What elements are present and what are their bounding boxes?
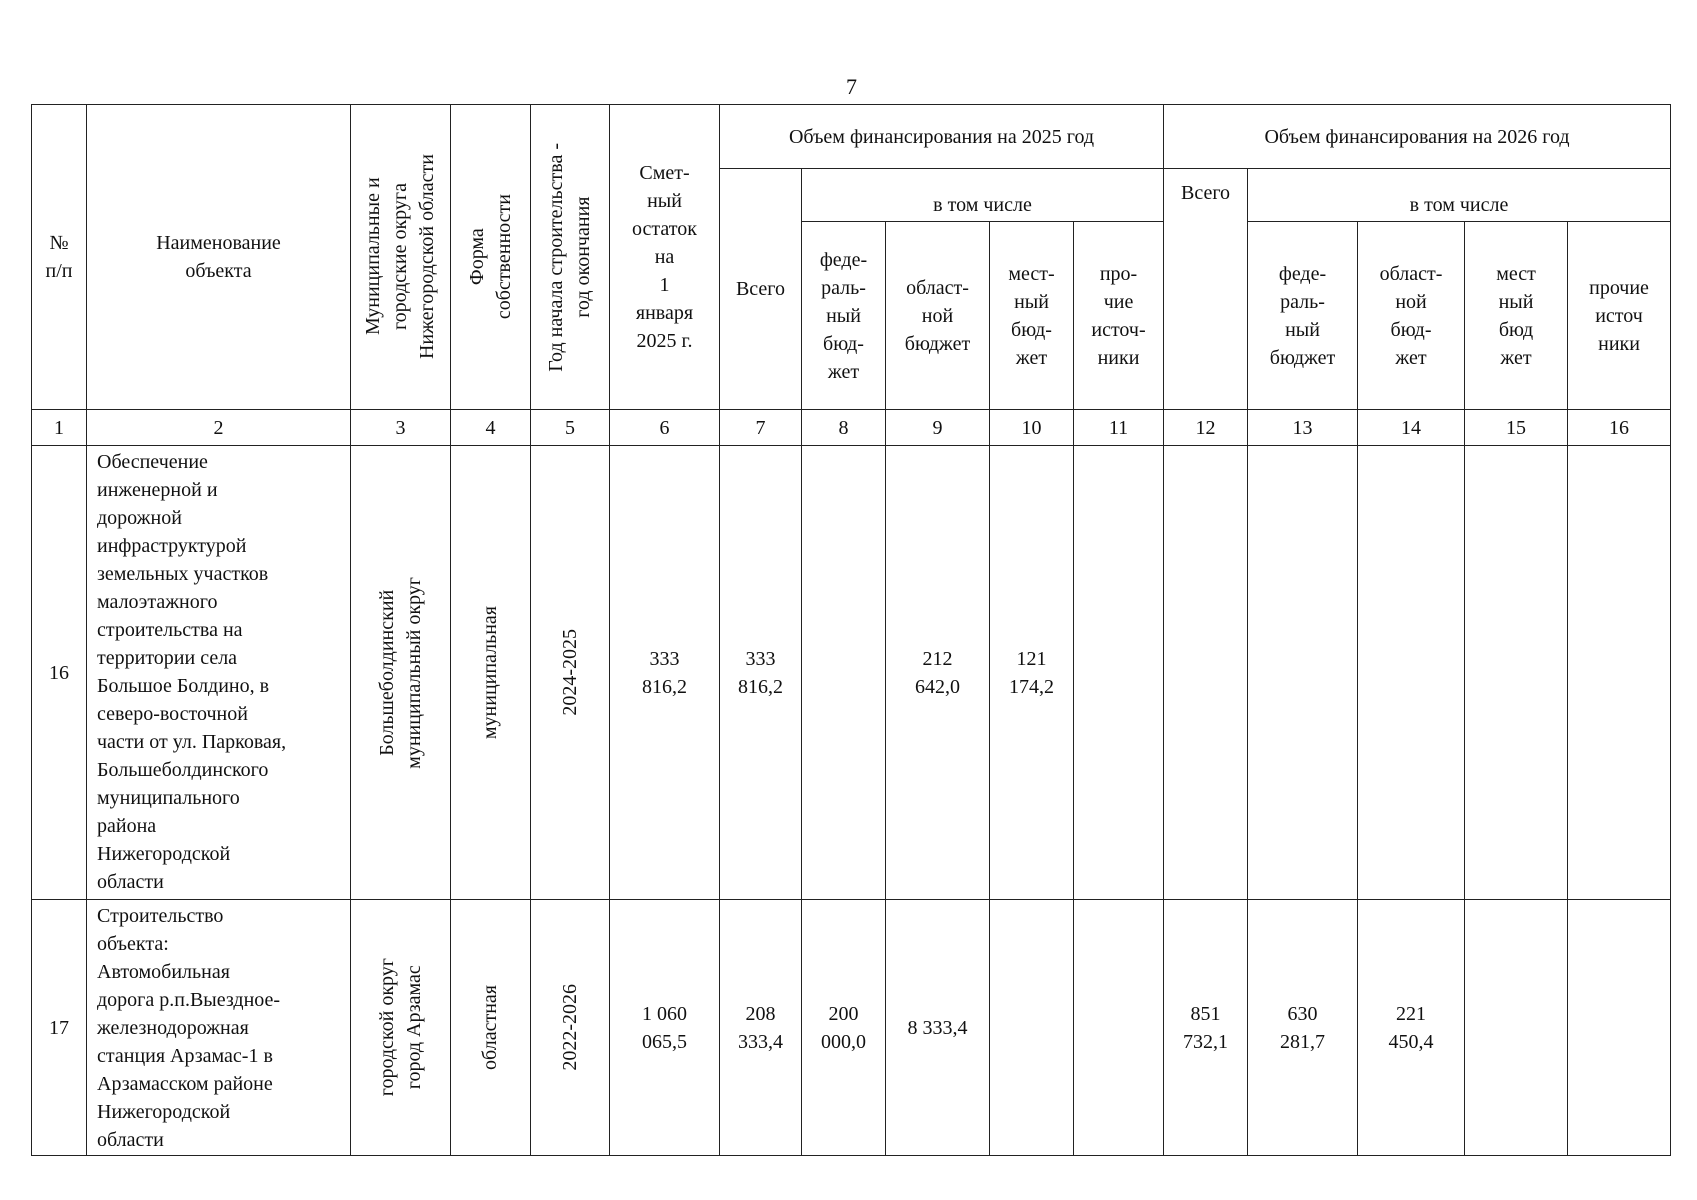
column-number: 4 bbox=[451, 410, 531, 446]
header-financing-2026: Объем финансирования на 2026 год bbox=[1164, 105, 1671, 169]
header-regional-2026: област- ной бюд- жет bbox=[1358, 222, 1465, 410]
financing-table bbox=[31, 104, 1671, 1156]
local-2025: 121 174,2 bbox=[990, 446, 1074, 900]
header-financing-2025: Объем финансирования на 2025 год bbox=[720, 105, 1164, 169]
total-2026 bbox=[1164, 446, 1248, 900]
column-number: 8 bbox=[802, 410, 886, 446]
column-number: 9 bbox=[886, 410, 990, 446]
column-number: 13 bbox=[1248, 410, 1358, 446]
row-num: 16 bbox=[32, 446, 87, 900]
column-number: 2 bbox=[87, 410, 351, 446]
column-number: 12 bbox=[1164, 410, 1248, 446]
remainder: 333 816,2 bbox=[610, 446, 720, 900]
federal-2025 bbox=[802, 446, 886, 900]
federal-2026: 630 281,7 bbox=[1248, 900, 1358, 1156]
column-numbers-row bbox=[32, 410, 1671, 446]
header-remainder: Смет- ный остаток на 1 января 2025 г. bbox=[610, 105, 720, 410]
header-other-2025: про- чие источ- ники bbox=[1074, 222, 1164, 410]
local-2026 bbox=[1465, 446, 1568, 900]
total-2026: 851 732,1 bbox=[1164, 900, 1248, 1156]
column-number: 7 bbox=[720, 410, 802, 446]
header-num: № п/п bbox=[32, 105, 87, 410]
object-name: Строительство объекта: Автомобильная дорога р.п.Выездное- железнодорожная станция Арзамас-1 в Арзамасском районе Нижегородской области bbox=[87, 900, 351, 1156]
other-2025 bbox=[1074, 900, 1164, 1156]
municipality: городской округ город Арзамас bbox=[351, 900, 451, 1156]
other-2026 bbox=[1568, 900, 1671, 1156]
column-number: 1 bbox=[32, 410, 87, 446]
header-including-2025: в том числе bbox=[802, 169, 1164, 222]
header-local-2025: мест- ный бюд- жет bbox=[990, 222, 1074, 410]
table-row bbox=[32, 900, 1671, 1156]
years: 2022-2026 bbox=[531, 900, 610, 1156]
column-number: 14 bbox=[1358, 410, 1465, 446]
regional-2026 bbox=[1358, 446, 1465, 900]
years: 2024-2025 bbox=[531, 446, 610, 900]
header-object-name: Наименование объекта bbox=[87, 105, 351, 410]
federal-2026 bbox=[1248, 446, 1358, 900]
municipality: Большеболдинский муниципальный округ bbox=[351, 446, 451, 900]
header-federal-2026: феде- раль- ный бюджет bbox=[1248, 222, 1358, 410]
regional-2025: 212 642,0 bbox=[886, 446, 990, 900]
header-municipality: Муниципальные и городские округа Нижегородской области bbox=[351, 105, 451, 410]
header-local-2026: мест ный бюд жет bbox=[1465, 222, 1568, 410]
column-number: 15 bbox=[1465, 410, 1568, 446]
column-number: 11 bbox=[1074, 410, 1164, 446]
page-number: 7 bbox=[846, 74, 857, 99]
header-total-2026: Всего bbox=[1164, 169, 1248, 410]
column-number: 16 bbox=[1568, 410, 1671, 446]
other-2026 bbox=[1568, 446, 1671, 900]
ownership: областная bbox=[451, 900, 531, 1156]
column-number: 3 bbox=[351, 410, 451, 446]
other-2025 bbox=[1074, 446, 1164, 900]
header-federal-2025: феде- раль- ный бюд- жет bbox=[802, 222, 886, 410]
total-2025: 333 816,2 bbox=[720, 446, 802, 900]
header-other-2026: прочие источ ники bbox=[1568, 222, 1671, 410]
header-years: Год начала строительства - год окончания bbox=[531, 105, 610, 410]
header-ownership: Форма собственности bbox=[451, 105, 531, 410]
column-number: 10 bbox=[990, 410, 1074, 446]
header-total-2025: Всего bbox=[720, 169, 802, 410]
header-including-2026: в том числе bbox=[1248, 169, 1671, 222]
regional-2025: 8 333,4 bbox=[886, 900, 990, 1156]
remainder: 1 060 065,5 bbox=[610, 900, 720, 1156]
ownership: муниципальная bbox=[451, 446, 531, 900]
total-2025: 208 333,4 bbox=[720, 900, 802, 1156]
regional-2026: 221 450,4 bbox=[1358, 900, 1465, 1156]
object-name: Обеспечение инженерной и дорожной инфраструктурой земельных участков малоэтажного строительства на территории села Большое Болдино, в северо-восточной части от ул. Парковая, Большеболдинского муниципального района Нижегородской области bbox=[87, 446, 351, 900]
local-2025 bbox=[990, 900, 1074, 1156]
federal-2025: 200 000,0 bbox=[802, 900, 886, 1156]
header-regional-2025: област- ной бюджет bbox=[886, 222, 990, 410]
column-number: 6 bbox=[610, 410, 720, 446]
row-num: 17 bbox=[32, 900, 87, 1156]
column-number: 5 bbox=[531, 410, 610, 446]
local-2026 bbox=[1465, 900, 1568, 1156]
table-row bbox=[32, 446, 1671, 900]
